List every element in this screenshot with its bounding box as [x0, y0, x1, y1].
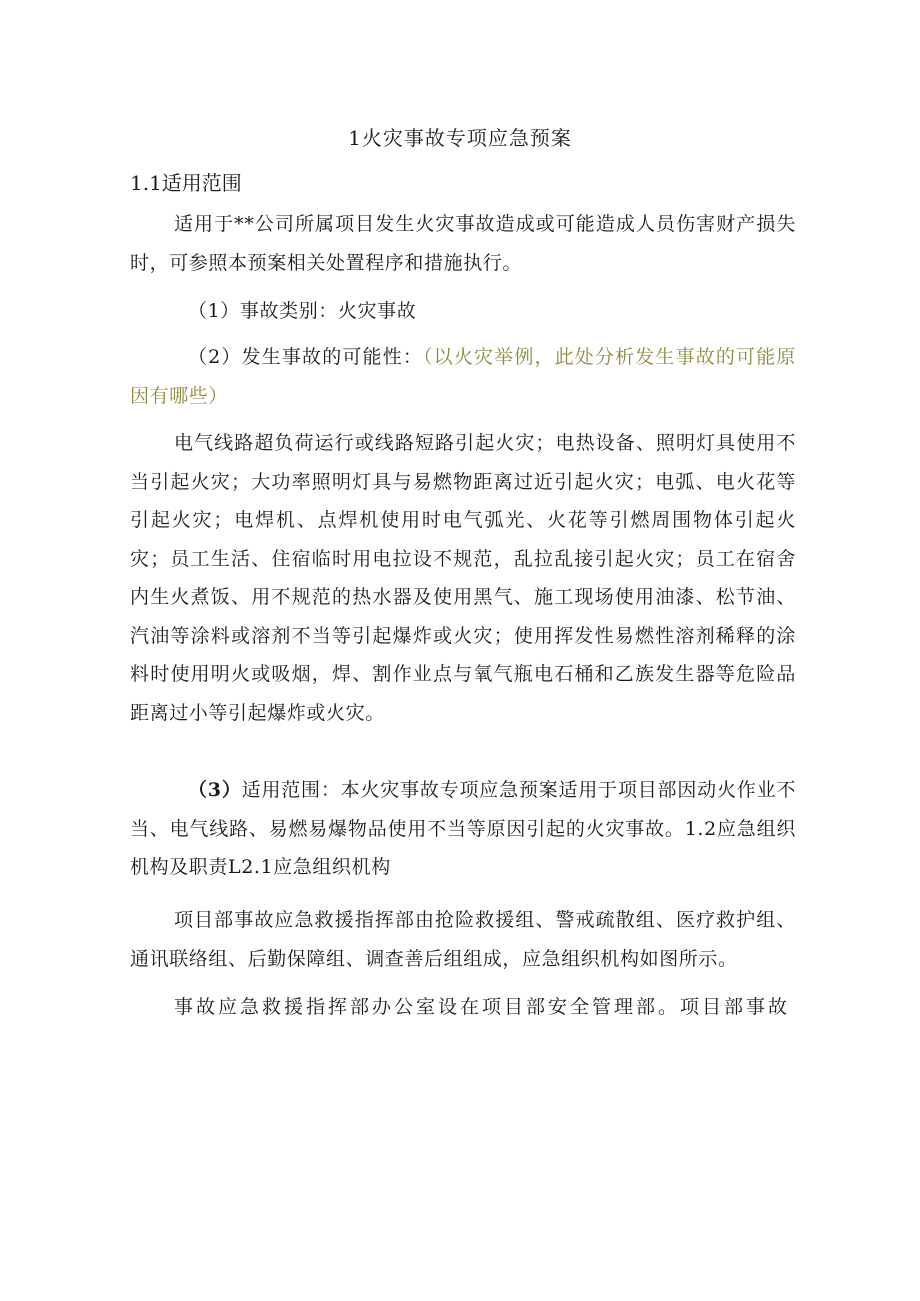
item-3-scope	[130, 771, 796, 887]
intro-paragraph: 适用于**公司所属项目发生火灾事故造成或可能造成人员伤害财产损失时，可参照本预案相关处置程序和措施执行。	[130, 213, 796, 274]
item-3-label: （3）	[188, 779, 242, 801]
causes-paragraph: 电气线路超负荷运行或线路短路引起火灾；电热设备、照明灯具使用不当引起火灾；大功率照明灯具与易燃物距离过近引起火灾；电弧、电火花等引起火灾；电焊机、点焊机使用时电气弧光、火花等引燃周围物体引起火灾；员工生活、住宿临时用电拉设不规范，乱拉乱接引起火灾；员工在宿舍内生火煮饭、用不规范的热水器及使用黑气、施工现场使用油漆、松节油、汽油等涂料或溶剂不当等引起爆炸或火灾；使用挥发性易燃性溶剂稀释的涂料时使用明火或吸烟，焊、割作业点与氧气瓶电石桶和乙族发生器等危险品距离过小等引起爆炸或火灾。	[130, 432, 796, 724]
document-title: 1火灾事故专项应急预案	[348, 126, 572, 150]
section-heading-1-1: 1.1适用范围	[130, 171, 242, 195]
item-3-text: 适用范围：本火灾事故专项应急预案适用于项目部因动火作业不当、电气线路、易燃易爆物品使用不当等原因引起的火灾事故。1.2应急组织机构及职责L2.1应急组织机构	[130, 779, 796, 878]
item-1-accident-type: （1）事故类别：火灾事故	[188, 300, 417, 322]
office-paragraph: 事故应急救援指挥部办公室设在项目部安全管理部。项目部事故	[174, 996, 791, 1018]
item-2-label: （2）发生事故的可能性：	[188, 346, 424, 368]
org-paragraph: 项目部事故应急救援指挥部由抢险救援组、警戒疏散组、医疗救护组、通讯联络组、后勤保障组、调查善后组组成，应急组织机构如图所示。	[130, 909, 796, 970]
item-2-possibility	[130, 338, 796, 415]
item-2-note: （以火灾举例，此处分析发生事故的可能原因有哪些）	[130, 346, 796, 407]
